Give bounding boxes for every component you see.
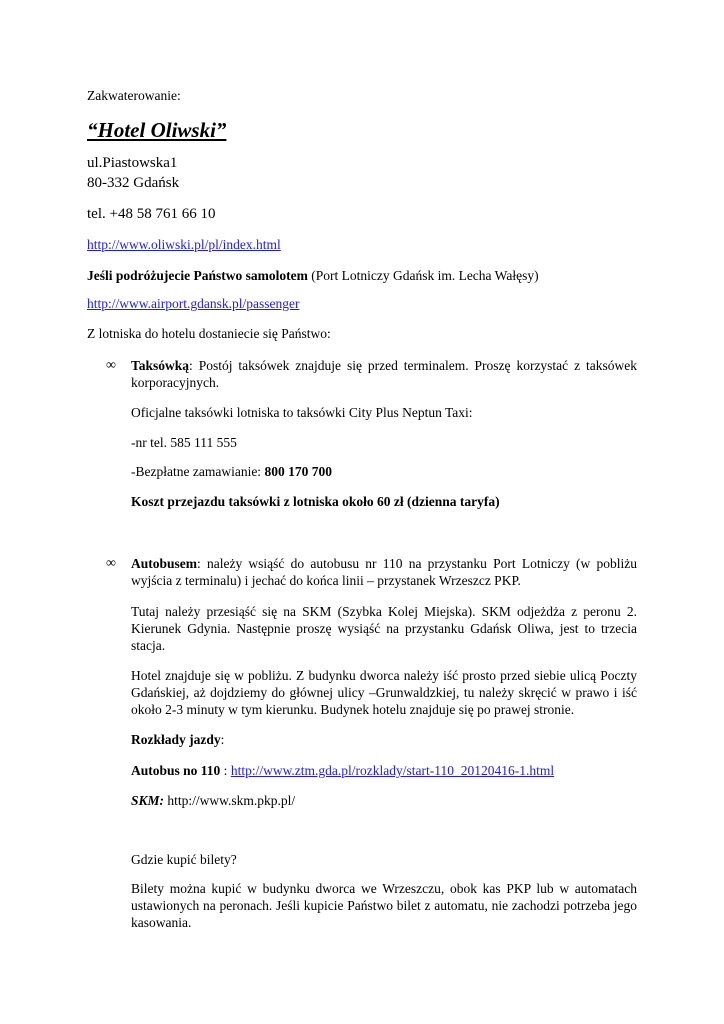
taxi-free-line xyxy=(131,463,332,480)
skm-timetable-line xyxy=(131,792,295,809)
taxi-cost-text: Koszt przejazdu taksówki z lotniska około 60 zł (dzienna taryfa) xyxy=(131,494,500,509)
taxi-free-number: 800 170 700 xyxy=(264,464,332,479)
skm-timetable-url: http://www.skm.pkp.pl/ xyxy=(164,793,296,808)
airport-intro: Z lotniska do hotelu dostaniecie się Państwo: xyxy=(87,326,331,341)
taxi-paragraph xyxy=(131,357,637,391)
plane-heading-rest: (Port Lotniczy Gdańsk im. Lecha Wałęsy) xyxy=(307,268,539,283)
hotel-website-link[interactable]: http://www.oliwski.pl/pl/index.html xyxy=(87,237,281,252)
plane-line xyxy=(87,267,539,284)
tickets-answer: Bilety można kupić w budynku dworca we Wrzeszczu, obok kas PKP lub w automatach ustawionych na peronach. Jeśli kupicie Państwo bilet z automatu, nie zachodzi potrzeba jego kasowania. xyxy=(131,881,637,930)
hotel-phone: tel. +48 58 761 66 10 xyxy=(87,206,216,222)
taxi-bullet-icon: ∞ xyxy=(106,358,116,373)
timetables-bold: Rozkłady jazdy xyxy=(131,732,221,747)
skm-paragraph: Tutaj należy przesiąść się na SKM (Szybka Kolej Miejska). SKM odjeżdża z peronu 2. Kierunek Gdynia. Następnie proszę wysiąść na przystanku Gdańsk Oliwa, jest to trzecia stacja. xyxy=(131,604,637,653)
taxi-text: : Postój taksówek znajduje się przed terminalem. Proszę korzystać z taksówek korporacyjnych. xyxy=(131,358,637,390)
timetables-line xyxy=(131,731,224,748)
bus-timetable-line xyxy=(131,762,554,779)
plane-heading-bold: Jeśli podróżujecie Państwo samolotem xyxy=(87,268,308,283)
bus-text: : należy wsiąść do autobusu nr 110 na przystanku Port Lotniczy (w pobliżu wyjścia z terminalu) i jechać do końca linii – przystanek Wrzeszcz PKP. xyxy=(131,556,637,588)
hotel-directions-paragraph: Hotel znajduje się w pobliżu. Z budynku dworca należy iść prosto przed siebie ulicą Poczty Gdańskiej, aż dojdziemy do głównej ulicy –Grunwaldzkiej, tu należy skręcić w prawo i iść około 2-3 minuty w tym kierunku. Budynek hotelu znajduje się po prawej stronie. xyxy=(131,668,637,717)
hotel-street: ul.Piastowska1 xyxy=(87,155,178,171)
bus-timetable-label: Autobus no 110 xyxy=(131,763,221,778)
accommodation-label: Zakwaterowanie: xyxy=(87,88,181,103)
taxi-cost xyxy=(131,493,500,510)
bus-bold: Autobusem xyxy=(131,556,198,571)
taxi-bold: Taksówką xyxy=(131,358,190,373)
taxi-official: Oficjalne taksówki lotniska to taksówki City Plus Neptun Taxi: xyxy=(131,405,473,420)
taxi-free-label: -Bezpłatne zamawianie: xyxy=(131,464,265,479)
taxi-phone: -nr tel. 585 111 555 xyxy=(131,435,237,450)
timetables-colon: : xyxy=(220,732,225,747)
airport-website-line xyxy=(87,295,299,312)
airport-website-link[interactable]: http://www.airport.gdansk.pl/passenger xyxy=(87,296,300,311)
bus-timetable-link[interactable]: http://www.ztm.gda.pl/rozklady/start-110_20120416-1.html xyxy=(230,763,555,778)
hotel-city: 80-332 Gdańsk xyxy=(87,175,180,191)
skm-timetable-label: SKM: xyxy=(131,793,165,808)
hotel-website-line xyxy=(87,236,281,253)
bus-bullet-icon: ∞ xyxy=(106,556,116,571)
bus-paragraph xyxy=(131,555,637,589)
tickets-question: Gdzie kupić bilety? xyxy=(131,852,237,867)
hotel-name-heading: “Hotel Oliwski” xyxy=(87,118,227,142)
bus-timetable-sep: : xyxy=(220,763,231,778)
